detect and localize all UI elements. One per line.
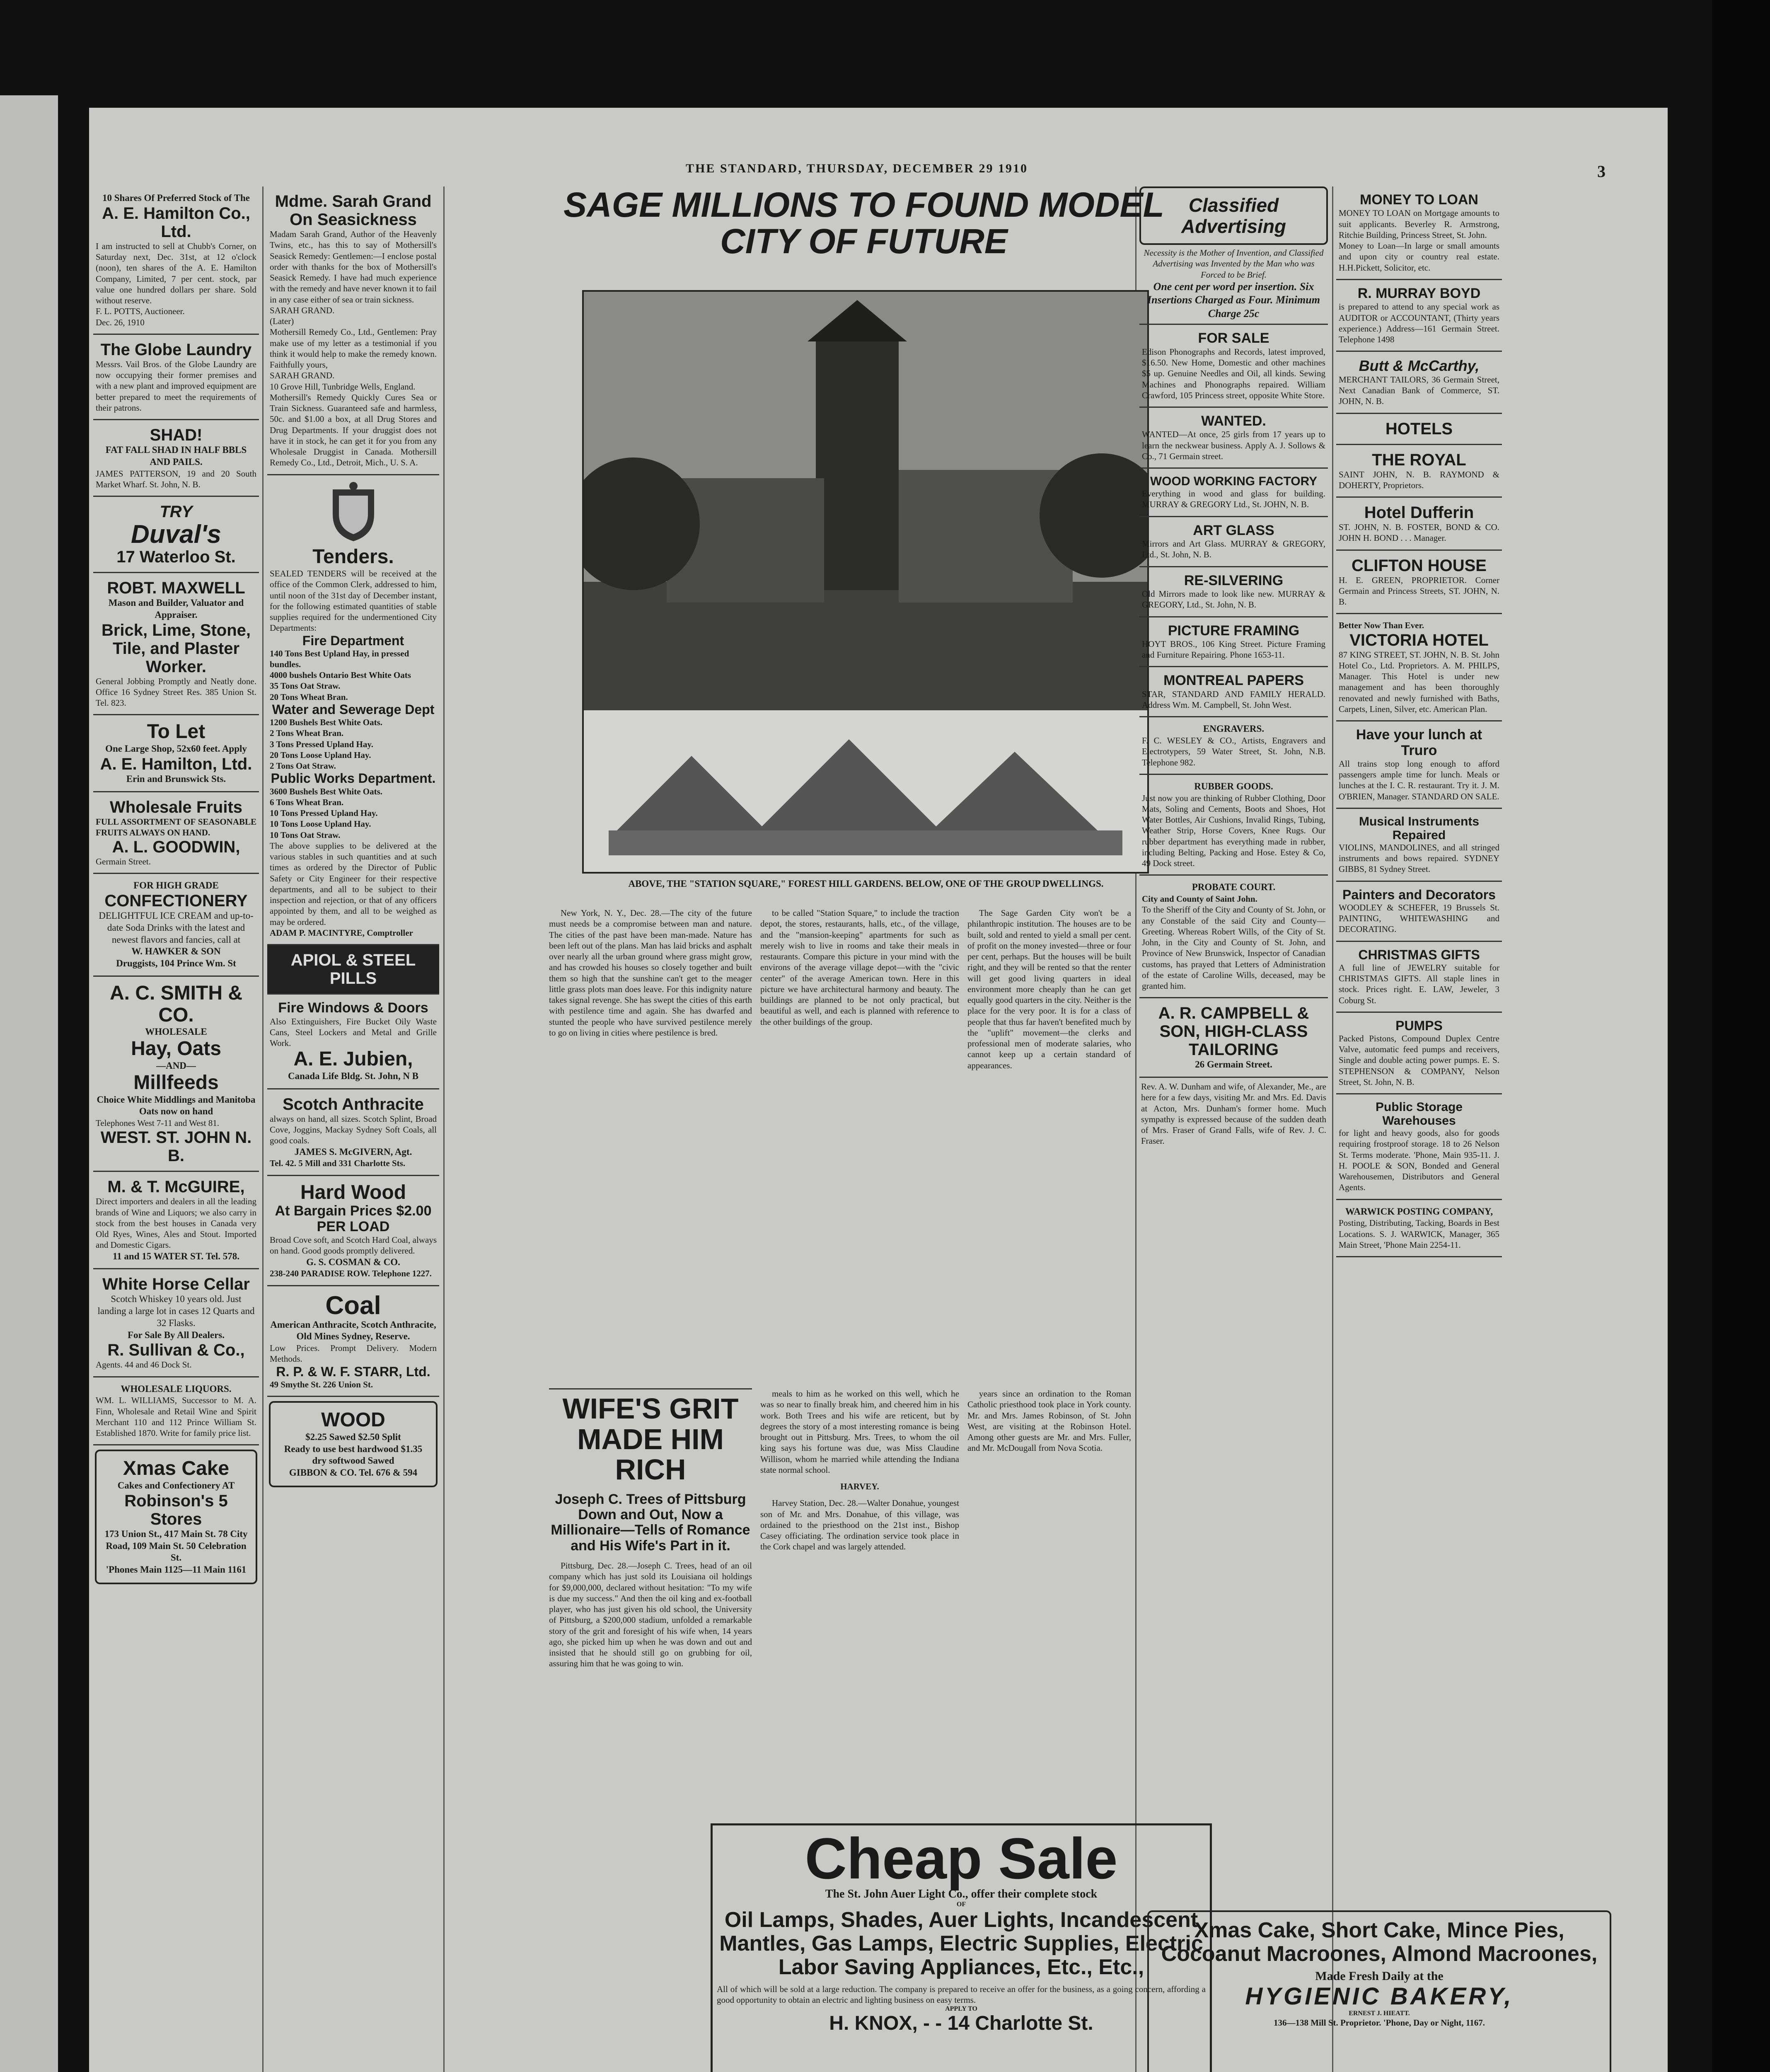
jubien-address: Canada Life Bldg. St. John, N B (288, 1071, 419, 1082)
wanted-title: WANTED. (1201, 413, 1266, 429)
classified-motto: Necessity is the Mother of Invention, and Classified Advertising was Invented by the Man who was Forced to be Brief. (1144, 248, 1324, 280)
column-2 (267, 186, 439, 1491)
news-item: Rev. A. W. Dunham and wife, of Alexander, Me., are here for a few days, visiting Mr. and Mrs. Ed. Davis at Acton, Mrs. Dunham's former home. Much sympathy is expressed because of the sudden death of Mrs. Fraser of Grand Falls, wife of Rev. J. C. Fraser. (1141, 1082, 1326, 1146)
column-4 (1139, 186, 1328, 1150)
butt-body: MERCHANT TAILORS, 36 Germain Street, Next Canadian Bank of Commerce, ST. JOHN, N. B. (1339, 374, 1499, 407)
water-dept-list (270, 717, 437, 771)
feature-story-col-3 (967, 908, 1131, 1384)
list-item: 4000 bushels Ontario Best White Oats (270, 670, 411, 680)
woodworking-ad (1139, 469, 1328, 517)
grand-body: Madam Sarah Grand, Author of the Heavenly Twins, etc., has this to say of Mothersill's Seasick Remedy: Gentlemen:—I enclose postal order with thanks for the box of Mothersill's Seasick Remedy. I have had much experience with the remedy and have never known it to fail in any case either of sea or train sickness. (270, 229, 437, 305)
montreal-papers-ad (1139, 667, 1328, 717)
xmas-subtitle: Cakes and Confectionery AT (117, 1480, 235, 1491)
hardwood-body: Broad Cove soft, and Scotch Hard Coal, always on hand. Good goods promptly delivered. (270, 1235, 437, 1256)
liquors-title: WHOLESALE LIQUORS. (121, 1383, 232, 1394)
list-item: 3600 Bushels Best White Oats. (270, 786, 383, 796)
coal-body: American Anthracite, Scotch Anthracite, Old Mines Sydney, Reserve. (270, 1319, 436, 1342)
adjacent-page-edge (0, 95, 58, 2072)
engravers-body: F. C. WESLEY & CO., Artists, Engravers and Electrotypers, 59 Water Street, St. John, N.B. Telephone 982. (1142, 736, 1325, 767)
tolet-title: To Let (147, 721, 206, 743)
hardwood-price: At Bargain Prices $2.00 PER LOAD (275, 1203, 432, 1234)
scan-border (1712, 0, 1770, 2072)
butt-title: Butt & McCarthy, (1359, 357, 1480, 375)
list-item: 20 Tons Loose Upland Hay. (270, 750, 371, 760)
laundry-body: Messrs. Vail Bros. of the Globe Laundry are now occupying their former premises and with a new plant and improved equipment are better prepared to meet the requirements of their patrons. (96, 359, 256, 413)
music-body: VIOLINS, MANDOLINES, and all stringed instruments and bows repaired. SYDNEY GIBBS, 81 Sydney Street. (1339, 842, 1499, 874)
cheap-sale-ad (711, 1823, 1212, 2072)
laundry-ad (93, 335, 259, 420)
duval-name: Duval's (131, 520, 222, 549)
list-item: 10 Tons Oat Straw. (270, 830, 341, 840)
royal-body: SAINT JOHN, N. B. RAYMOND & DOHERTY, Proprietors. (1339, 469, 1499, 490)
maxwell-trades: Brick, Lime, Stone, Tile, and Plaster Worker. (101, 621, 251, 676)
confectionery-ad (93, 874, 259, 977)
wanted-body: WANTED—At once, 25 girls from 17 years up to learn the neckwear business. Apply A. J. Sollows & Co., 71 Germain street. (1142, 429, 1325, 461)
money-body: MONEY TO LOAN on Mortgage amounts to suit applicants. Beverley R. Armstrong, Ritchie Building, Princess Street, St. John. (1339, 208, 1499, 240)
engravers-ad (1139, 717, 1328, 775)
campbell-ad (1139, 998, 1328, 1078)
hawker-name: W. HAWKER & SON (131, 946, 221, 957)
money-title: MONEY TO LOAN (1360, 192, 1478, 208)
list-item: 3 Tons Pressed Upland Hay. (270, 739, 373, 749)
campbell-title: A. R. CAMPBELL & SON, HIGH-CLASS TAILORING (1158, 1004, 1309, 1059)
mcguire-body: Direct importers and dealers in all the leading brands of Wine and Liquors; we also carry in stock from the best houses in Canada very Old Ryes, Wines, Ales and Stout. Imported and Domestic Cigars. (96, 1196, 256, 1250)
list-item: 35 Tons Oat Straw. (270, 681, 341, 691)
later-address: 10 Grove Hill, Tunbridge Wells, England. (270, 381, 416, 392)
art-glass-title: ART GLASS (1193, 522, 1274, 538)
cosman-name: G. S. COSMAN & CO. (306, 1256, 400, 1267)
liquors-body: WM. L. WILLIAMS, Successor to M. A. Finn, Wholesale and Retail Wine and Spirit Merchant 110 and 112 Prince William St. Established 1870. Write for family price list. (96, 1395, 256, 1438)
truro-ad (1336, 721, 1502, 809)
victoria-body: 87 KING STREET, ST. JOHN, N. B. St. John Hotel Co., Ltd. Proprietors. A. M. PHILPS, Manager. This Hotel is under new management and has been thoroughly renovated and newly furnished with Baths, Carpets, Linen, Silver, etc. American Plan. (1339, 649, 1499, 714)
and-divider: —AND— (156, 1060, 196, 1071)
classified-header (1139, 186, 1328, 245)
for-sale-title: FOR SALE (1198, 330, 1269, 346)
list-item: 6 Tons Wheat Bran. (270, 797, 344, 807)
gifts-title: CHRISTMAS GIFTS (1358, 947, 1480, 962)
truro-title: Have your lunch at Truro (1356, 727, 1482, 758)
gifts-ad (1336, 942, 1502, 1013)
probate-title: PROBATE COURT. (1192, 882, 1276, 893)
tenders-body: SEALED TENDERS will be received at the office of the Common Clerk, addressed to him, until noon of the 31st day of December instant, for the following estimated quantities of stable supplies required for the undermentioned City Departments: (270, 569, 437, 633)
gibbon-name: GIBBON & CO. Tel. 676 & 594 (289, 1467, 418, 1478)
shad-signature: JAMES PATTERSON, 19 and 20 South Market Wharf. St. John, N. B. (96, 468, 256, 489)
feature-headline: SAGE MILLIONS TO FOUND MODEL CITY OF FUTURE (563, 185, 1164, 261)
storage-title: Public Storage Warehouses (1375, 1100, 1463, 1128)
notice-date: Dec. 26, 1910 (96, 317, 145, 327)
notice-signature: F. L. POTTS, Auctioneer. (96, 306, 185, 317)
art-glass-body: Mirrors and Art Glass. MURRAY & GREGORY, Ltd., St. John, N. B. (1142, 539, 1325, 560)
money-body-2: Money to Loan—In large or small amounts and upon city or country real estate. H.H.Pickett, Solicitor, etc. (1339, 241, 1499, 273)
tolet-address: Erin and Brunswick Sts. (126, 773, 226, 784)
hawker-address: Druggists, 104 Prince Wm. St (116, 958, 236, 969)
rubber-body: Just now you are thinking of Rubber Clothing, Door Mats, Soling and Cements, Boots and Shoes, Hot Water Bottles, Air Cushions, Invalid Rings, Tubing, Weather Strip, Horse Covers, Knee Rugs. Our rubber department has everything made in rubber, including Belting, Packing and Hose. Estey & Co, 49 Dock street. (1142, 793, 1325, 869)
duval-address: 17 Waterloo St. (116, 548, 236, 566)
music-title: Musical Instruments Repaired (1359, 814, 1480, 842)
wife-paragraph: Pittsburg, Dec. 28.—Joseph C. Trees, head of an oil company which has just sold its Louisiana oil holdings for $9,000,000, declared without hesitation: "To my wife is due my success." And then the oil king and ex-football player, who has just given his old school, the University of Pittsburg, a $200,000 stadium, unfolded a remarkable story of the grit and foresight of his wife when, 14 years ago, she picked him up when he was down and out and insisted that he should still go on grubbing for oil, assuring him that he was going to win. (549, 1561, 752, 1669)
cheap-knox: H. KNOX, - - 14 Charlotte St. (829, 2012, 1093, 2035)
apiol-ad (267, 945, 439, 995)
tenders-ad (267, 475, 439, 946)
list-item: 2 Tons Oat Straw. (270, 761, 336, 771)
clifton-ad (1336, 551, 1502, 615)
feature-paragraph: The Sage Garden City won't be a philanthropic institution. The houses are to be built, sold and rented to yield a small per cent. of profit on the money invested—three or four per cent, perhaps. But the houses will be built right, and they will be rented so that the renter will get good living quarters in ideal environment more cheaply than he can get equally good quarters in the city. Neither is the place for the very poor. It is for a class of people that thus far haven't benefited much by the "uplift" movement—the clerks and professional men of moderate salaries, who cannot keep up a certain standard of appearances. (967, 908, 1131, 1070)
painters-body: WOODLEY & SCHEFER, 19 Brussels St. PAINTING, WHITEWASHING and DECORATING. (1339, 902, 1499, 934)
hay-oats: Hay, Oats (131, 1038, 221, 1060)
bakery-owner: ERNEST J. HIEATT. (1349, 2010, 1410, 2017)
duval-try: TRY (160, 503, 193, 521)
maxwell-ad (93, 573, 259, 715)
boyd-title: R. MURRAY BOYD (1357, 285, 1481, 301)
duval-ad (93, 497, 259, 573)
whitehorse-title: White Horse Cellar (102, 1275, 250, 1294)
acsmith-name: A. C. SMITH & CO. (110, 982, 242, 1026)
harvey-story (967, 1388, 1131, 1803)
mcguire-ad (93, 1172, 259, 1269)
cheap-apply: APPLY TO (945, 2005, 977, 2013)
tolet-body: One Large Shop, 52x60 feet. Apply (105, 743, 247, 754)
gifts-body: A full line of JEWELRY suitable for CHRISTMAS GIFTS. All staple lines in stock. Prices right. E. LAW, Jeweler, 3 Coburg St. (1339, 962, 1499, 1005)
for-sale-ad (1139, 325, 1328, 408)
boyd-ad (1336, 280, 1502, 352)
storage-body: for light and heavy goods, also for goods requiring frostproof storage. 18 to 26 Nelson St. Terms moderate. 'Phone, Main 935-11. J. H. POOLE & SON, Bonded and General Warehousemen, Distributors and General Agents. (1339, 1128, 1499, 1193)
dufferin-body: ST. JOHN, N. B. FOSTER, BOND & CO. JOHN H. BOND . . . Manager. (1339, 522, 1499, 543)
column-rule (262, 186, 264, 2072)
whitehorse-sale: For Sale By All Dealers. (127, 1329, 225, 1340)
woodworking-body: Everything in wood and glass for building. MURRAY & GREGORY Ltd., St. JOHN, N. B. (1142, 489, 1325, 510)
hardwood-title: Hard Wood (300, 1181, 406, 1203)
jubien-name: A. E. Jubien, (293, 1048, 413, 1070)
feature-illustration (582, 290, 1149, 874)
hotels-header (1336, 414, 1502, 445)
later-signature: SARAH GRAND. (270, 370, 335, 381)
whitehorse-ad (93, 1269, 259, 1377)
cheap-of: OF (956, 1901, 966, 1908)
resilvering-title: RE-SILVERING (1184, 572, 1284, 588)
fruits-body: FULL ASSORTMENT OF SEASONABLE FRUITS ALWAYS ON HAND. (96, 816, 256, 838)
painters-ad (1336, 882, 1502, 942)
tolet-ad (93, 715, 259, 792)
goodwin-address: Germain Street. (96, 857, 151, 867)
wood-body: Ready to use best hardwood $1.35 dry softwood Sawed (284, 1443, 423, 1466)
woodworking-title: WOOD WORKING FACTORY (1150, 474, 1318, 489)
millfeeds: Millfeeds (133, 1071, 219, 1094)
posting-body: Posting, Distributing, Tacking, Boards in Best Locations. S. J. WARWICK, Manager, 365 Main Street, 'Phone Main 2254-11. (1339, 1218, 1499, 1250)
boyd-body: is prepared to attend to any special work as AUDITOR or ACCOUNTANT, (Thirty years experience.) Address—161 Germain Street. Telephone 1498 (1339, 302, 1499, 345)
victoria-ad (1336, 614, 1502, 721)
acsmith-ad (93, 977, 259, 1172)
wood-ad (269, 1401, 438, 1487)
probate-body: To the Sheriff of the City and County of St. John, or any Constable of the said City and County—Greeting. Whereas Robert Wills, of the City of St. John, in the City and County of St. John, and Province of New Brunswick, Inspector of Canadian customs, has prayed that Letters of Administration of the estate of Caroline Wills, deceased, may be granted him. (1142, 905, 1325, 991)
page-number: 3 (1597, 162, 1606, 181)
list-item: 10 Tons Pressed Upland Hay. (270, 808, 378, 818)
harvey-paragraph: years since an ordination to the Roman Catholic priesthood took place in York county. Mr. and Mrs. James Robinson, of St. John West, are visiting at the Robinson Hotel. Among other guests are Mr. and Mrs. Fuller, and Mr. McDougall from Nova Scotia. (967, 1389, 1131, 1453)
starr-name: R. P. & W. F. STARR, Ltd. (276, 1364, 430, 1379)
tenders-title: Tenders. (312, 546, 394, 568)
cheap-subtitle: The St. John Auer Light Co., offer their complete stock (825, 1888, 1098, 1900)
cosman-address: 238-240 PARADISE ROW. Telephone 1227. (270, 1268, 432, 1279)
painters-title: Painters and Decorators (1342, 887, 1496, 902)
forest-hills-illustration-icon (584, 292, 1147, 872)
millfeeds-address: WEST. ST. JOHN N. B. (100, 1128, 252, 1165)
sarah-grand-ad (267, 186, 439, 475)
feature-caption: ABOVE, THE "STATION SQUARE," FOREST HILL GARDENS. BELOW, ONE OF THE GROUP DWELLINGS. (628, 879, 1104, 889)
notice-body: I am instructed to sell at Chubb's Corner, on Saturday next, Dec. 31st, at 12 o'clock (noon), ten shares of the A. E. Hamilton Company, Limited, 7 per cent. stock, par value one hundred dollars per share. Sold without reserve. (96, 241, 256, 305)
maxwell-subtitle: Mason and Builder, Valuator and Appraiser. (108, 598, 244, 620)
column-rule (1332, 186, 1333, 2072)
feature-story-col-2 (760, 908, 959, 1384)
montreal-body: STAR, STANDARD AND FAMILY HERALD. Address Wm. M. Campbell, St. John West. (1142, 689, 1325, 710)
hotels-title: HOTELS (1385, 419, 1453, 438)
millfeeds-body: Choice White Middlings and Manitoba Oats now on hand (97, 1094, 256, 1117)
fire-dept-list (270, 648, 437, 702)
clifton-body: H. E. GREEN, PROPRIETOR. Corner Germain and Princess Streets, ST. JOHN, N. B. (1339, 575, 1499, 607)
engravers-title: ENGRAVERS. (1203, 724, 1265, 734)
classified-rate: One cent per word per insertion. Six Insertions Charged as Four. Minimum Charge 25c (1139, 280, 1328, 325)
mcguire-name: M. & T. McGUIRE, (107, 1178, 245, 1196)
victoria-pretitle: Better Now Than Ever. (1339, 620, 1424, 631)
cheap-items: Oil Lamps, Shades, Auer Lights, Incandescent Mantles, Gas Lamps, Electric Supplies, Electric Labor Saving Appliances, Etc., Etc., (719, 1908, 1203, 1980)
column-1 (93, 186, 259, 1588)
masthead: THE STANDARD, THURSDAY, DECEMBER 29 1910 (686, 162, 1028, 175)
grand-signature: SARAH GRAND. (270, 305, 335, 315)
auction-notice (93, 186, 259, 335)
for-sale-body: Edison Phonographs and Records, latest improved, $16.50. New Home, Domestic and other machines $5 up. Genuine Needles and Oil, all kinds. Sewing Machines and Phonographs repaired. William Crawford, 105 Princess street, opposite White Store. (1142, 346, 1325, 400)
newspaper-page (89, 108, 1668, 2072)
posting-title: WARWICK POSTING COMPANY, (1345, 1206, 1493, 1217)
bakery-ad (1147, 1910, 1611, 2072)
harvey-paragraph: Harvey Station, Dec. 28.—Walter Donahue, youngest son of Mr. and Mrs. Donahue, of this village, was ordained to the priesthood on the 21st inst., Bishop Casey officiating. The ordination service took place in the Cork chapel and was largely attended. (760, 1498, 959, 1552)
column-5 (1336, 186, 1502, 1902)
coal-ad (267, 1286, 439, 1397)
anthracite-title: Scotch Anthracite (283, 1095, 424, 1113)
coal-note: Low Prices. Prompt Delivery. Modern Methods. (270, 1343, 437, 1364)
fire-dept-title: Fire Department (302, 633, 404, 648)
montreal-title: MONTREAL PAPERS (1163, 673, 1304, 689)
column-rule (443, 186, 445, 2072)
whitehorse-body: Scotch Whiskey 10 years old. Just landing a large lot in cases 12 Quarts and 32 Flasks. (97, 1294, 255, 1328)
feature-paragraph: to be called "Station Square," to include the traction depot, the stores, restaurants, halls, etc., of the village, and the "mansion-keeping" apartments for such as merely wish to live in rooms and take their meals in restaurants. Compare this picture in your mind with the environs of the average village depot—with the "civic center" of the average American town. Here in this picture we have architectural harmony and beauty. The buildings are planned to be not only practical, but beautiful as well, and each is planned with reference to the other buildings of the group. (760, 908, 959, 1027)
wood-price: $2.25 Sawed $2.50 Split (305, 1431, 401, 1442)
xmas-cake-ad (95, 1450, 257, 1584)
apiol-title: APIOL & STEEL PILLS (290, 951, 416, 988)
royal-ad (1336, 445, 1502, 498)
dufferin-title: Hotel Dufferin (1364, 503, 1474, 522)
xmas-title: Xmas Cake (123, 1457, 230, 1480)
hardwood-ad (267, 1176, 439, 1286)
conf-title: CONFECTIONERY (104, 892, 248, 910)
feature-paragraph: New York, N. Y., Dec. 28.—The city of the future must needs be a compromise between man and nature. The cities of the past have been man-made. Nature has been left out of the plans. Man has laid bricks and asphalt over nearly all the urban ground where grass might grow, and has crowded his houses so closely together and built them so high that the sunshine can't get to the meager little grass plots man does leave. For this indignity nature takes signal revenge. She has swept the cities of this earth with pestilence time and again. She has dwarfed and stunted the people who have survived pestilence merely to go on living in cities where pestilence is bred. (549, 908, 752, 1038)
probate-subtitle: City and County of Saint John. (1142, 894, 1257, 904)
pumps-body: Packed Pistons, Compound Duplex Centre Valve, automatic feed pumps and receivers, Single and double acting power pumps. E. S. STEPHENSON & COMPANY, Nelson Street, St. John, N. B. (1339, 1033, 1499, 1087)
classified-title: Classified Advertising (1181, 194, 1286, 237)
tenders-conditions: The above supplies to be delivered at the various stables in such quantities and at such times as ordered by the Director of Public Safety or City Engineer for their respective departments, and all to be subject to their inspection and rejection, or that of any officers appointed by them, and all to be weighed as may be ordered. (270, 840, 437, 927)
notice-title: 10 Shares Of Preferred Stock of The (102, 193, 250, 203)
probate-ad (1139, 876, 1328, 998)
fire-windows-title: Fire Windows & Doors (278, 1000, 428, 1016)
victoria-title: VICTORIA HOTEL (1349, 631, 1489, 649)
art-glass-ad (1139, 517, 1328, 567)
list-item: 20 Tons Wheat Bran. (270, 692, 348, 702)
robinson-name: Robinson's 5 Stores (124, 1491, 228, 1528)
mcguire-address: 11 and 15 WATER ST. Tel. 578. (112, 1251, 240, 1261)
fruits-ad (93, 792, 259, 874)
notice-company: A. E. Hamilton Co., Ltd. (102, 204, 250, 241)
list-item: 140 Tons Best Upland Hay, in pressed bundles. (270, 648, 409, 669)
money-loan-ad (1336, 186, 1502, 280)
water-dept-title: Water and Sewerage Dept (272, 702, 435, 717)
rubber-title: RUBBER GOODS. (1194, 781, 1273, 792)
shad-title: SHAD! (150, 426, 203, 444)
bakery-subtitle: Made Fresh Daily at the (1315, 1969, 1444, 1983)
wanted-ad (1139, 408, 1328, 469)
wife-deck: Joseph C. Trees of Pittsburg Down and Out, Now a Millionaire—Tells of Romance and His Wife's Part in it. (551, 1491, 750, 1554)
wife-headline: WIFE'S GRIT MADE HIM RICH (562, 1392, 739, 1486)
maxwell-name: ROBT. MAXWELL (107, 579, 245, 598)
liquors-ad (93, 1377, 259, 1446)
storage-ad (1336, 1094, 1502, 1200)
list-item: 10 Tons Loose Upland Hay. (270, 819, 371, 829)
butt-mccarthy-ad (1336, 352, 1502, 414)
coal-title: Coal (325, 1291, 381, 1320)
resilvering-ad (1139, 567, 1328, 617)
maxwell-footer: General Jobbing Promptly and Neatly done. Office 16 Sydney Street Res. 385 Union St. Tel. 823. (96, 676, 256, 708)
cheap-note: All of which will be sold at a large reduction. The company is prepared to receive an offer for the business, as a going concern, affording a good opportunity to obtain an electric and lighting business on easy terms. (717, 1984, 1206, 2005)
harvey-title: HARVEY. (840, 1481, 879, 1491)
shad-body: FAT FALL SHAD IN HALF BBLS AND PAILS. (105, 445, 247, 467)
rubber-goods-ad (1139, 775, 1328, 876)
posting-ad (1336, 1200, 1502, 1258)
conf-pretitle: FOR HIGH GRADE (133, 880, 219, 891)
goodwin-name: A. L. GOODWIN, (112, 838, 240, 857)
anthracite-ad (267, 1089, 439, 1176)
robinson-phone: 'Phones Main 1125—11 Main 1161 (106, 1564, 247, 1575)
music-ad (1336, 809, 1502, 882)
works-dept-list (270, 786, 437, 840)
list-item: 1200 Bushels Best White Oats. (270, 717, 383, 728)
cheap-title: Cheap Sale (805, 1826, 1118, 1891)
framing-body: HOYT BROS., 106 King Street. Picture Framing and Furniture Repairing. Phone 1653-11. (1142, 639, 1325, 660)
bakery-address: 136—138 Mill St. Proprietor. 'Phone, Day or Night, 1167. (1273, 2018, 1485, 2028)
anthracite-body: always on hand, all sizes. Scotch Splint, Broad Cove, Joggins, Mackay Sydney Soft Coals, all good coals. (270, 1113, 437, 1146)
truro-body: All trains stop long enough to afford passengers ample time for lunch. Meals or lunches at the I. C. R. restaurant. Try it. J. M. O'BRIEN, Manager. STANDARD ON SALE. (1339, 758, 1499, 801)
framing-title: PICTURE FRAMING (1168, 622, 1300, 639)
bakery-name: HYGIENIC BAKERY, (1245, 1983, 1514, 2010)
pumps-title: PUMPS (1395, 1018, 1443, 1033)
tenders-signature: ADAM P. MACINTYRE, Comptroller (270, 927, 413, 938)
fruits-title: Wholesale Fruits (109, 798, 243, 816)
fire-windows-body: Also Extinguishers, Fire Bucket Oily Waste Cans, Steel Lockers and Metal and Grille Work. (270, 1016, 437, 1048)
starr-address: 49 Smythe St. 226 Union St. (270, 1379, 373, 1389)
later-label: (Later) (270, 316, 294, 326)
works-dept-title: Public Works Department. (271, 771, 436, 786)
acsmith-subtitle: WHOLESALE (145, 1026, 207, 1037)
wood-title: WOOD (321, 1409, 385, 1431)
list-item: 2 Tons Wheat Bran. (270, 728, 344, 738)
wife-paragraph: meals to him as he worked on this well, which he was so near to finally break him, and cheered him in his work. Both Trees and his wife are reticent, but by degrees the story of a most interesting romance is being brought out in Pittsburg. Mrs. Trees, to whom the oil king says his fortune was due, was Miss Claudine Willison, whom he married while attending the Indiana state normal school. (760, 1389, 959, 1475)
coat-of-arms-icon (324, 481, 382, 543)
later-body: Mothersill Remedy Co., Ltd., Gentlemen: Pray make use of my letter as a testimonial if you think it would help to make the remedy known. Faithfully yours, (270, 327, 437, 370)
laundry-title: The Globe Laundry (100, 340, 252, 359)
sullivan-address: Agents. 44 and 46 Dock St. (96, 1360, 192, 1370)
clifton-title: CLIFTON HOUSE (1352, 556, 1487, 575)
mcgivern-name: JAMES S. McGIVERN, Agt. (294, 1146, 412, 1157)
shad-ad (93, 420, 259, 497)
bakery-title: Xmas Cake, Short Cake, Mince Pies, Cocoanut Macroones, Almond Macroones, (1161, 1918, 1598, 1966)
tolet-company: A. E. Hamilton, Ltd. (100, 755, 252, 773)
millfeeds-tel: Telephones West 7-11 and West 81. (96, 1118, 220, 1128)
conf-body: DELIGHTFUL ICE CREAM and up-to-date Soda Drinks with the latest and newest flavors and fancies, call at (99, 910, 254, 945)
sullivan-name: R. Sullivan & Co., (107, 1341, 245, 1360)
grand-cures: Mothersill's Remedy Quickly Cures Sea or Train Sickness. Guaranteed safe and harmless, 50c. and $1.00 a box, at all Drug Stores and Drug Departments. If your druggist does not have it in stock, he can get it for you from any Wholesale Druggist in Canada. Mothersill Remedy Co., Ltd., Detroit, Mich., U. S. A. (270, 392, 437, 468)
pumps-ad (1336, 1013, 1502, 1094)
feature-story-col-1 (549, 908, 752, 1384)
grand-title: Mdme. Sarah Grand On Seasickness (275, 192, 432, 229)
campbell-address: 26 Germain Street. (1195, 1059, 1272, 1070)
robinson-address: 173 Union St., 417 Main St. 78 City Road, 109 Main St. 50 Celebration St. (104, 1528, 248, 1563)
framing-ad (1139, 617, 1328, 668)
royal-title: THE ROYAL (1372, 450, 1466, 469)
mcgivern-address: Tel. 42. 5 Mill and 331 Charlotte Sts. (270, 1158, 406, 1169)
resilvering-body: Old Mirrors made to look like new. MURRAY & GREGORY, Ltd., St. John, N. B. (1142, 589, 1325, 610)
dufferin-ad (1336, 498, 1502, 551)
wife-story-cont (760, 1388, 959, 1803)
fire-windows-ad (267, 995, 439, 1089)
